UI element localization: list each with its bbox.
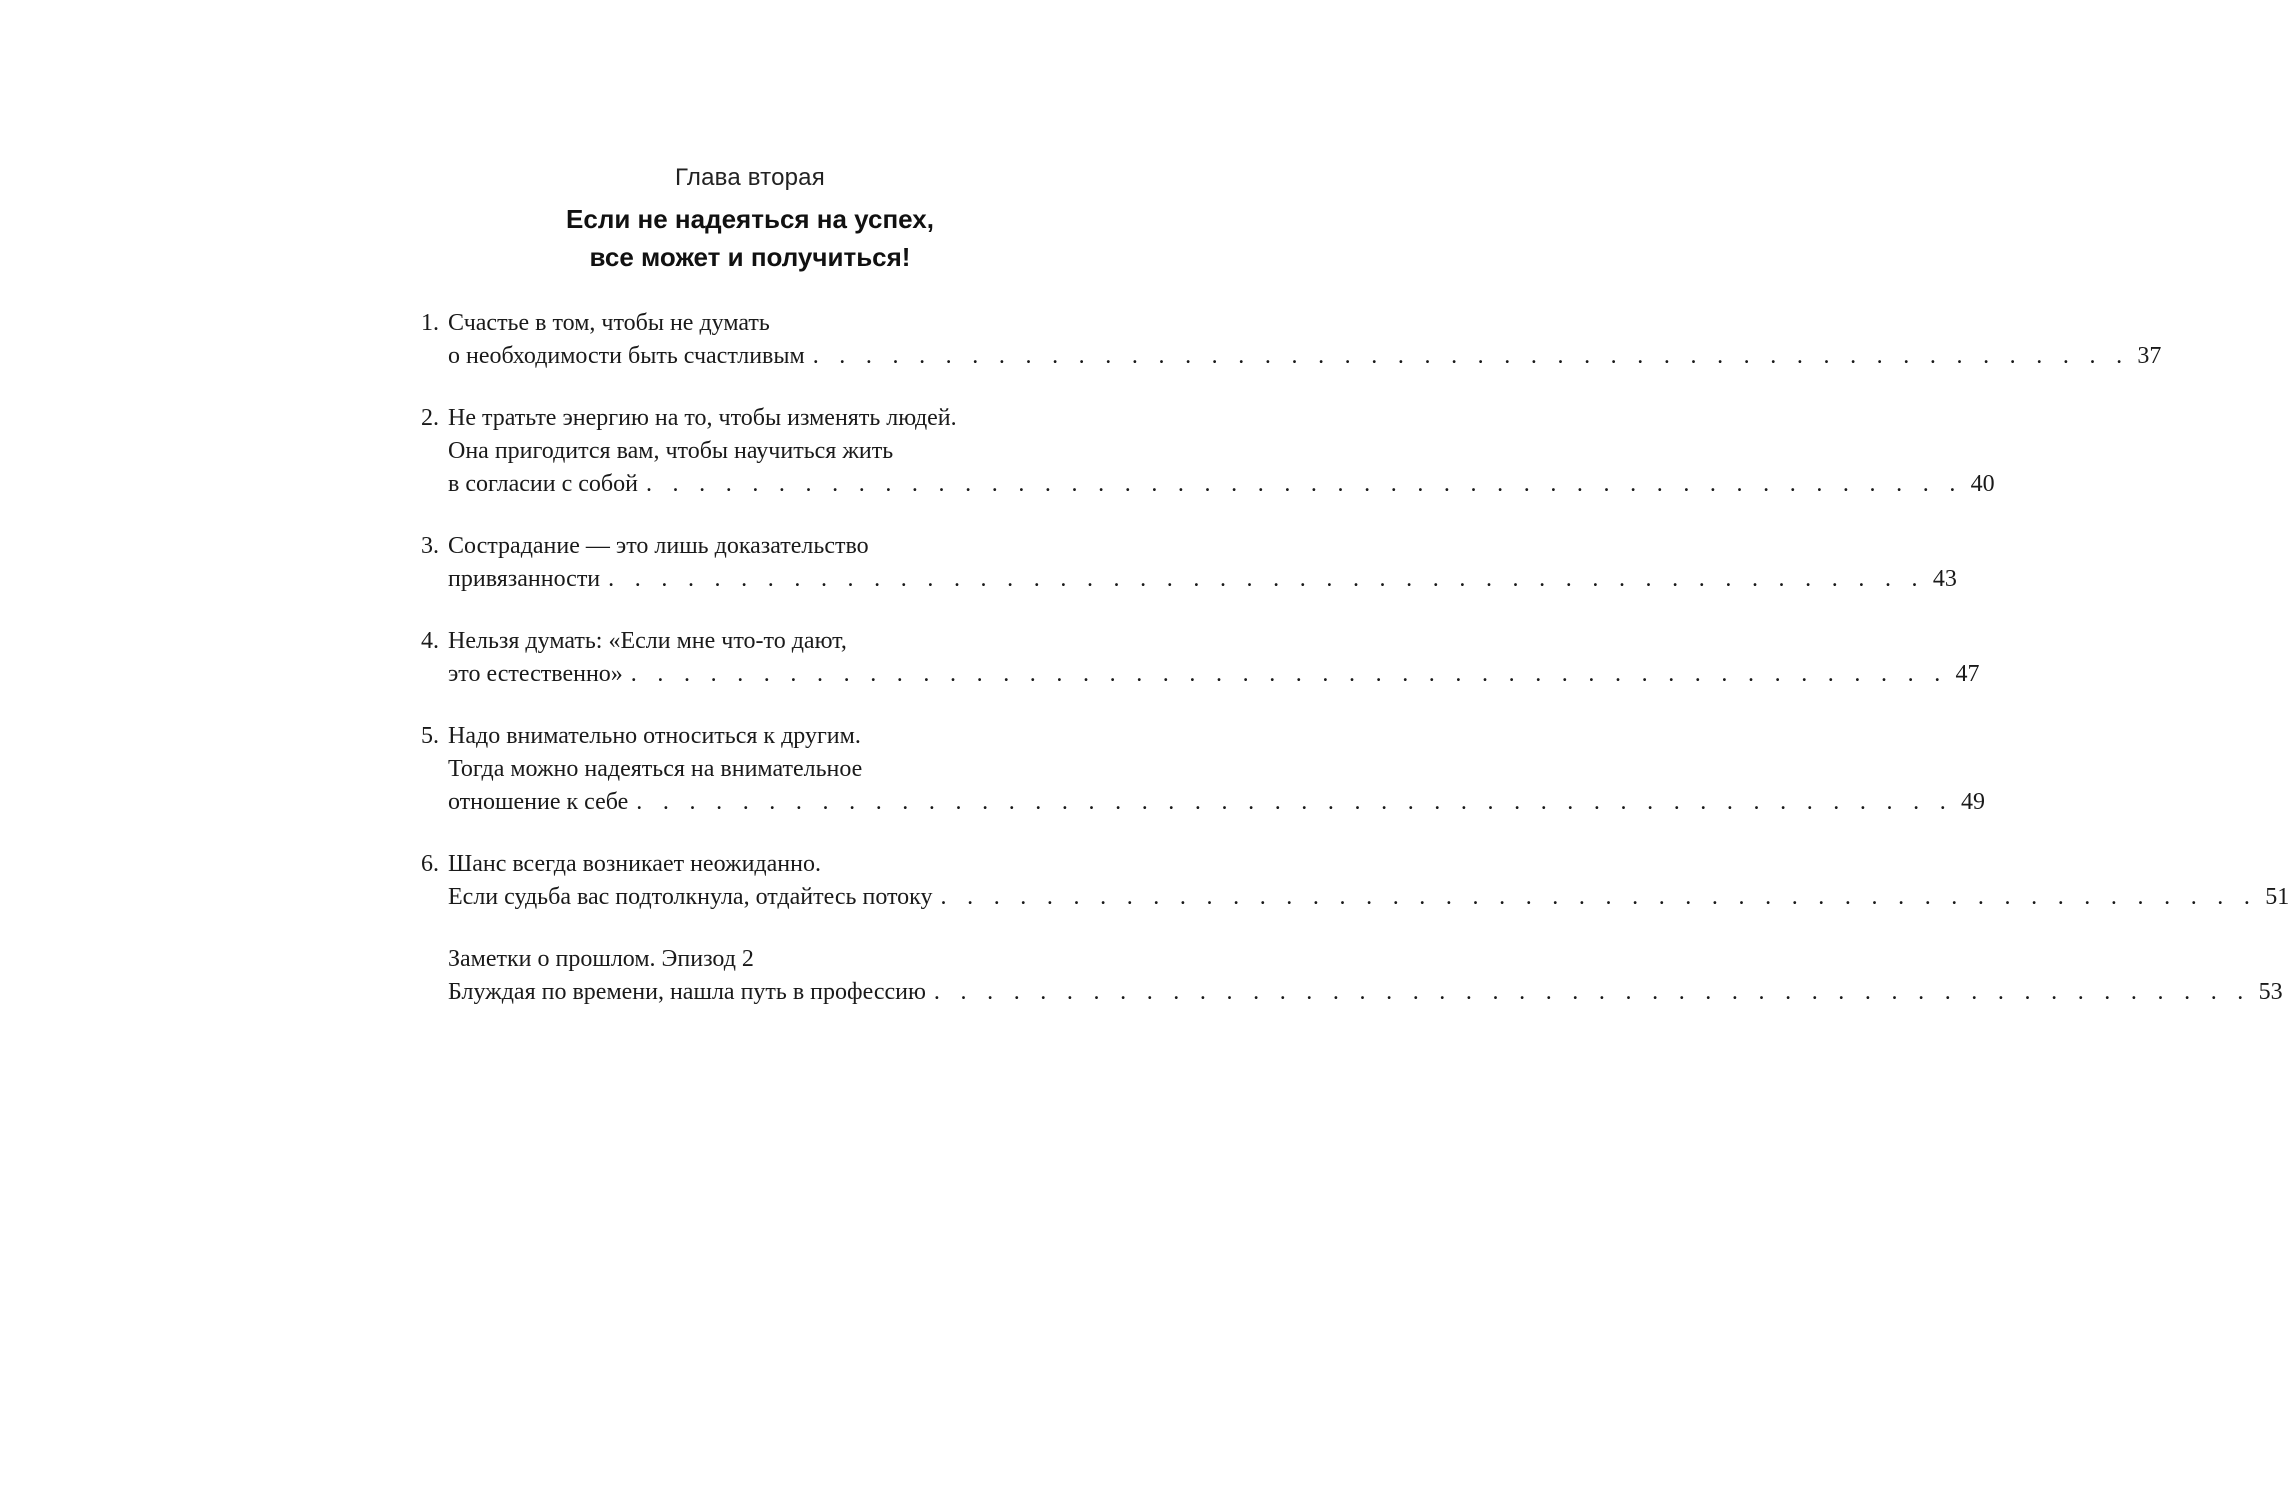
toc-entry-text: Шанс всегда возникает неожиданно. <box>448 851 821 877</box>
toc-page-number[interactable]: 40 <box>1970 471 1995 497</box>
toc-entry-text: отношение к себе <box>448 789 629 815</box>
toc-entry-line <box>421 307 1115 340</box>
dot-leader: . . . . . . . . . . . . . . . . . . . . . . . . . . . . . . . . . . . . . . . . . . . . . . . . . . <box>645 471 1963 497</box>
toc-page-number[interactable]: 37 <box>2137 343 2162 369</box>
toc-entry-line <box>421 435 1115 468</box>
toc-entry-line <box>421 881 2289 914</box>
toc-entry-line <box>421 625 1115 658</box>
toc-entry-line <box>421 340 2162 373</box>
toc-entry-text: это естественно» <box>448 661 623 687</box>
toc-entry-text: в согласии с собой <box>448 471 638 497</box>
toc-entry-text: Нельзя думать: «Если мне что-то дают, <box>448 628 847 654</box>
toc-entry-text: Надо внимательно относиться к другим. <box>448 723 861 749</box>
toc-entry-line <box>421 530 1115 563</box>
toc-entry[interactable] <box>421 402 1995 501</box>
chapter-title-line-2: все может и получиться! <box>589 242 911 272</box>
toc-entry[interactable] <box>421 943 2283 1009</box>
toc-entry-text: о необходимости быть счастливым <box>448 343 805 369</box>
table-of-contents <box>421 307 2289 1038</box>
toc-entry-number: 1. <box>421 310 439 336</box>
toc-entry-number: 3. <box>421 533 439 559</box>
toc-entry[interactable] <box>421 307 2162 373</box>
toc-entry-line <box>421 563 1957 596</box>
dot-leader: . . . . . . . . . . . . . . . . . . . . . . . . . . . . . . . . . . . . . . . . . . . . . . . . . . <box>636 789 1953 815</box>
toc-entry-text: Заметки о прошлом. Эпизод 2 <box>448 946 754 972</box>
toc-entry-text: Сострадание — это лишь доказательство <box>448 533 869 559</box>
toc-entry-text: Если судьба вас подтолкнула, отдайтесь потоку <box>448 884 933 910</box>
toc-entry-line <box>421 786 1985 819</box>
toc-page-number[interactable]: 43 <box>1932 566 1957 592</box>
toc-entry-text: Счастье в том, чтобы не думать <box>448 310 770 336</box>
toc-entry-text: привязанности <box>448 566 601 592</box>
toc-entry-line <box>421 402 1115 435</box>
chapter-title <box>0 200 1500 276</box>
toc-entry-text: Блуждая по времени, нашла путь в профессию <box>448 979 926 1005</box>
toc-entry-line <box>421 720 1115 753</box>
toc-entry-number: 4. <box>421 628 439 654</box>
toc-entry-text: Не тратьте энергию на то, чтобы изменять людей. <box>448 405 957 431</box>
toc-entry[interactable] <box>421 720 1985 819</box>
toc-entry-number: 2. <box>421 405 439 431</box>
dot-leader: . . . . . . . . . . . . . . . . . . . . . . . . . . . . . . . . . . . . . . . . . . . . . . . . . . <box>608 566 1925 592</box>
chapter-label: Глава вторая <box>675 164 825 191</box>
dot-leader: . . . . . . . . . . . . . . . . . . . . . . . . . . . . . . . . . . . . . . . . . . . . . . . . . . <box>940 884 2258 910</box>
toc-entry[interactable] <box>421 530 1957 596</box>
toc-entry-line <box>421 753 1115 786</box>
toc-page-number[interactable]: 53 <box>2258 979 2283 1005</box>
dot-leader: . . . . . . . . . . . . . . . . . . . . . . . . . . . . . . . . . . . . . . . . . . . . . . . . . . <box>812 343 2130 369</box>
toc-entry-number: 6. <box>421 851 439 877</box>
dot-leader: . . . . . . . . . . . . . . . . . . . . . . . . . . . . . . . . . . . . . . . . . . . . . . . . . . <box>933 979 2251 1005</box>
toc-entry-text: Она пригодится вам, чтобы научиться жить <box>448 438 894 464</box>
toc-entry-line <box>421 943 1115 976</box>
dot-leader: . . . . . . . . . . . . . . . . . . . . . . . . . . . . . . . . . . . . . . . . . . . . . . . . . . <box>630 661 1948 687</box>
toc-page-number[interactable]: 49 <box>1961 789 1985 815</box>
toc-entry-line <box>421 468 1995 501</box>
toc-entry-line <box>421 848 1115 881</box>
toc-page-number[interactable]: 47 <box>1955 661 1980 687</box>
toc-entry-line <box>421 976 2283 1009</box>
toc-entry-number: 5. <box>421 723 439 749</box>
toc-entry-line <box>421 658 1980 691</box>
chapter-title-line-1: Если не надеяться на успех, <box>566 204 934 234</box>
toc-entry[interactable] <box>421 848 2289 914</box>
toc-entry[interactable] <box>421 625 1980 691</box>
toc-page-number[interactable]: 51 <box>2265 884 2289 910</box>
toc-entry-text: Тогда можно надеяться на внимательное <box>448 756 863 782</box>
